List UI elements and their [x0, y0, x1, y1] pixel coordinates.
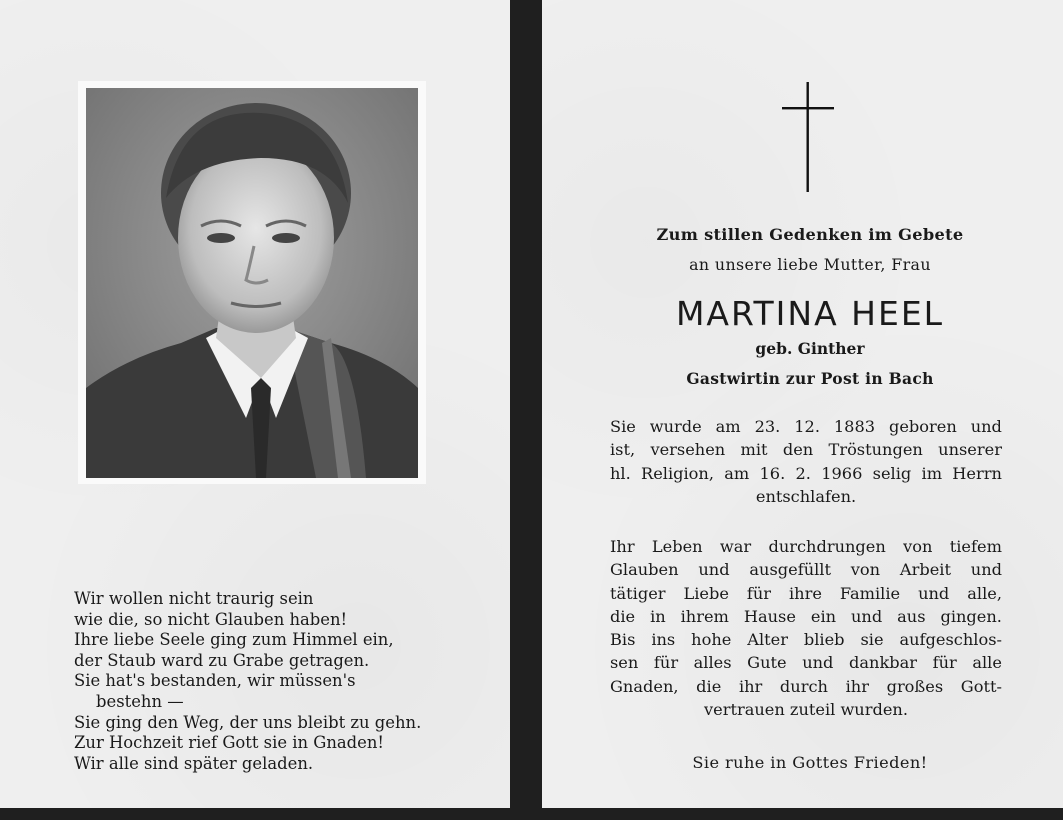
- poem-line: der Staub ward zu Grabe getragen.: [74, 650, 370, 670]
- cross-icon: [782, 82, 834, 192]
- poem-line: Sie ging den Weg, der uns bleibt zu gehn.: [74, 712, 422, 732]
- poem-line: Zur Hochzeit rief Gott sie in Gnaden!: [74, 733, 384, 753]
- paragraph-line: Ihr Leben war durchdrungen von tiefem: [610, 537, 1002, 556]
- poem-line: bestehn —: [96, 691, 184, 711]
- faith-paragraph: [610, 535, 1002, 721]
- paragraph-line: sen für alles Gute und dankbar für alle: [610, 653, 1002, 673]
- paragraph-line: tätiger Liebe für ihre Familie und alle,: [610, 583, 1002, 603]
- paragraph-line: Sie wurde am 23. 12. 1883 geboren und: [610, 417, 1002, 436]
- paragraph-line: Gnaden, die ihr durch ihr großes Gott-: [610, 676, 1002, 696]
- paragraph-line: die in ihrem Hause ein und aus gingen.: [610, 606, 1002, 626]
- portrait-photo-frame: [78, 81, 426, 484]
- poem-line: Sie hat's bestanden, wir müssen's: [74, 671, 356, 691]
- paragraph-line: vertrauen zuteil wurden.: [703, 700, 908, 720]
- poem-line: Wir alle sind später geladen.: [74, 753, 314, 773]
- dedication-line: an unsere liebe Mutter, Frau: [689, 255, 931, 274]
- paragraph-line: hl. Religion, am 16. 2. 1966 selig im Herrn: [610, 463, 1002, 483]
- paragraph-line: Glauben und ausgefüllt von Arbeit und: [610, 560, 1002, 580]
- paragraph-line: Bis ins hohe Alter blieb sie aufgeschlos-: [610, 630, 1002, 650]
- poem-line: Wir wollen nicht traurig sein: [74, 589, 314, 608]
- poem-line: Ihre liebe Seele ging zum Himmel ein,: [74, 630, 394, 650]
- paragraph-line: entschlafen.: [755, 486, 857, 506]
- paragraph-line: ist, versehen mit den Tröstungen unserer: [610, 440, 1002, 460]
- poem-line: wie die, so nicht Glauben haben!: [74, 609, 348, 629]
- occupation-line: Gastwirtin zur Post in Bach: [686, 369, 934, 388]
- portrait-photo: [86, 88, 418, 478]
- closing-line: Sie ruhe in Gottes Frieden!: [692, 753, 928, 772]
- maiden-name: geb. Ginther: [755, 339, 865, 358]
- portrait-image: [86, 88, 418, 478]
- memorial-poem: [74, 589, 494, 774]
- memorial-heading: Zum stillen Gedenken im Gebete: [656, 225, 964, 244]
- deceased-name: MARTINA HEEL: [675, 294, 945, 333]
- life-paragraph: [610, 415, 1002, 508]
